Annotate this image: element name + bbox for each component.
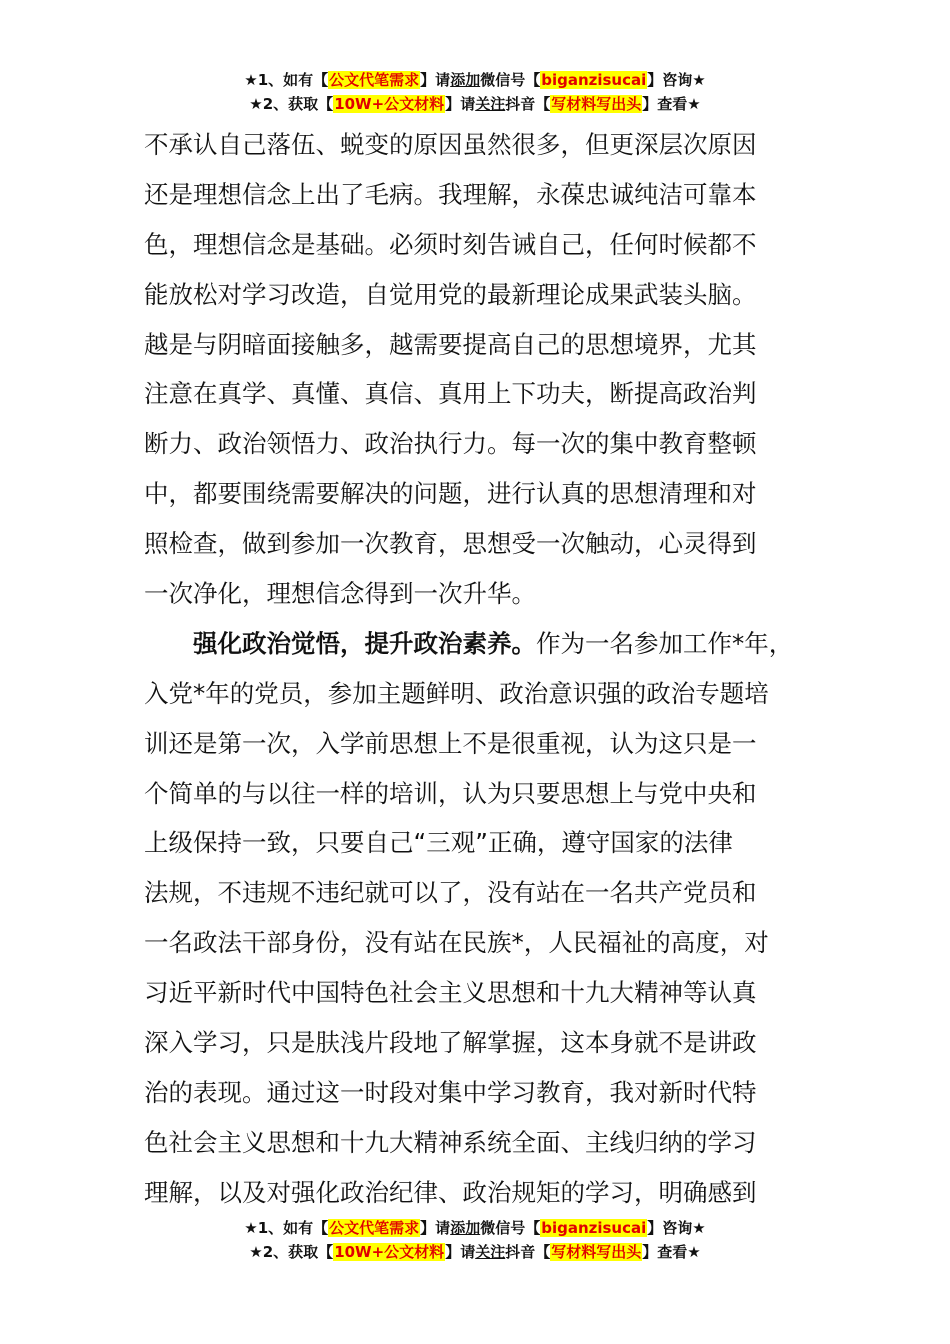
body-line: 不承认自己落伍、蜕变的原因虽然很多，但更深层次原因 (144, 130, 757, 159)
banner-text: 微信号【 (480, 71, 541, 89)
body-line: 中，都要围绕需要解决的问题，进行认真的思想清理和对 (144, 479, 757, 509)
banner-text: ★1、如有【 (244, 1219, 329, 1237)
body-line: 习近平新时代中国特色社会主义思想和十九大精神等认真 (144, 978, 757, 1008)
banner-line-2 (0, 1240, 950, 1264)
banner-underline: 关注 (475, 1243, 506, 1261)
banner-line-1 (0, 1216, 950, 1240)
banner-text: 微信号【 (480, 1219, 541, 1237)
body-text: 作为一名参加工作*年， (536, 628, 794, 658)
banner-line-2 (0, 92, 950, 116)
body-line: 一名政法干部身份，没有站在民族*，人民福祉的高度，对 (144, 928, 769, 958)
banner-highlight: 写材料写出头 (551, 95, 642, 113)
banner-text: 】查看★ (642, 95, 701, 113)
banner-highlight: biganzisucai (541, 1219, 647, 1237)
body-line: 能放松对学习改造，自觉用党的最新理论成果武装头脑。 (144, 279, 757, 309)
banner-highlight: 公文代笔需求 (329, 71, 420, 89)
body-line: 照检查，做到参加一次教育，思想受一次触动，心灵得到 (144, 529, 757, 559)
body-line: 还是理想信念上出了毛病。我理解，永葆忠诚纯洁可靠本 (144, 179, 757, 209)
banner-text: 】请 (445, 1243, 476, 1261)
banner-highlight: biganzisucai (541, 71, 647, 89)
body-line: 个简单的与以往一样的培训，认为只要思想上与党中央和 (144, 778, 757, 808)
banner-text: 】请 (420, 1219, 451, 1237)
banner-text: ★2、获取【 (249, 1243, 334, 1261)
banner-highlight: 10W+公文材料 (334, 95, 445, 113)
body-line: 治的表现。通过这一时段对集中学习教育，我对新时代特 (144, 1077, 757, 1107)
body-line: 断力、政治领悟力、政治执行力。每一次的集中教育整顿 (144, 429, 757, 459)
body-line: 训还是第一次，入学前思想上不是很重视，认为这只是一 (144, 728, 757, 758)
body-line: 入党*年的党员，参加主题鲜明、政治意识强的政治专题培 (144, 678, 769, 708)
banner-text: ★2、获取【 (249, 95, 334, 113)
paragraph-heading: 强化政治觉悟，提升政治素养。 (193, 628, 536, 658)
body-line: 色，理想信念是基础。必须时刻告诫自己，任何时候都不 (144, 229, 757, 259)
banner-underline: 关注 (475, 95, 506, 113)
body-line: 一次净化，理想信念得到一次升华。 (144, 579, 536, 609)
body-line: 越是与阴暗面接触多，越需要提高自己的思想境界，尤其 (144, 329, 757, 359)
banner-text: 抖音【 (505, 95, 551, 113)
header-banner (0, 68, 950, 116)
banner-text: 】查看★ (642, 1243, 701, 1261)
banner-highlight: 公文代笔需求 (329, 1219, 420, 1237)
banner-highlight: 10W+公文材料 (334, 1243, 445, 1261)
body-line: 法规，不违规不违纪就可以了，没有站在一名共产党员和 (144, 878, 757, 908)
banner-text: 】请 (420, 71, 451, 89)
body-line: 上级保持一致，只要自己“三观”正确，遵守国家的法律 (144, 828, 733, 858)
banner-text: 】咨询★ (647, 71, 706, 89)
paragraph-first-line (144, 619, 814, 669)
banner-highlight: 写材料写出头 (551, 1243, 642, 1261)
banner-text: 抖音【 (505, 1243, 551, 1261)
banner-underline: 添加 (450, 1219, 481, 1237)
banner-line-1 (0, 68, 950, 92)
banner-text: 】请 (445, 95, 476, 113)
footer-banner (0, 1216, 950, 1264)
banner-text: 】咨询★ (647, 1219, 706, 1237)
body-line: 注意在真学、真懂、真信、真用上下功夫，断提高政治判 (144, 379, 757, 409)
body-line: 深入学习，只是肤浅片段地了解掌握，这本身就不是讲政 (144, 1028, 757, 1058)
banner-text: ★1、如有【 (244, 71, 329, 89)
banner-underline: 添加 (450, 71, 481, 89)
document-body (144, 120, 814, 1218)
body-line: 理解，以及对强化政治纪律、政治规矩的学习，明确感到 (144, 1177, 757, 1207)
body-line: 色社会主义思想和十九大精神系统全面、主线归纳的学习 (144, 1127, 757, 1157)
